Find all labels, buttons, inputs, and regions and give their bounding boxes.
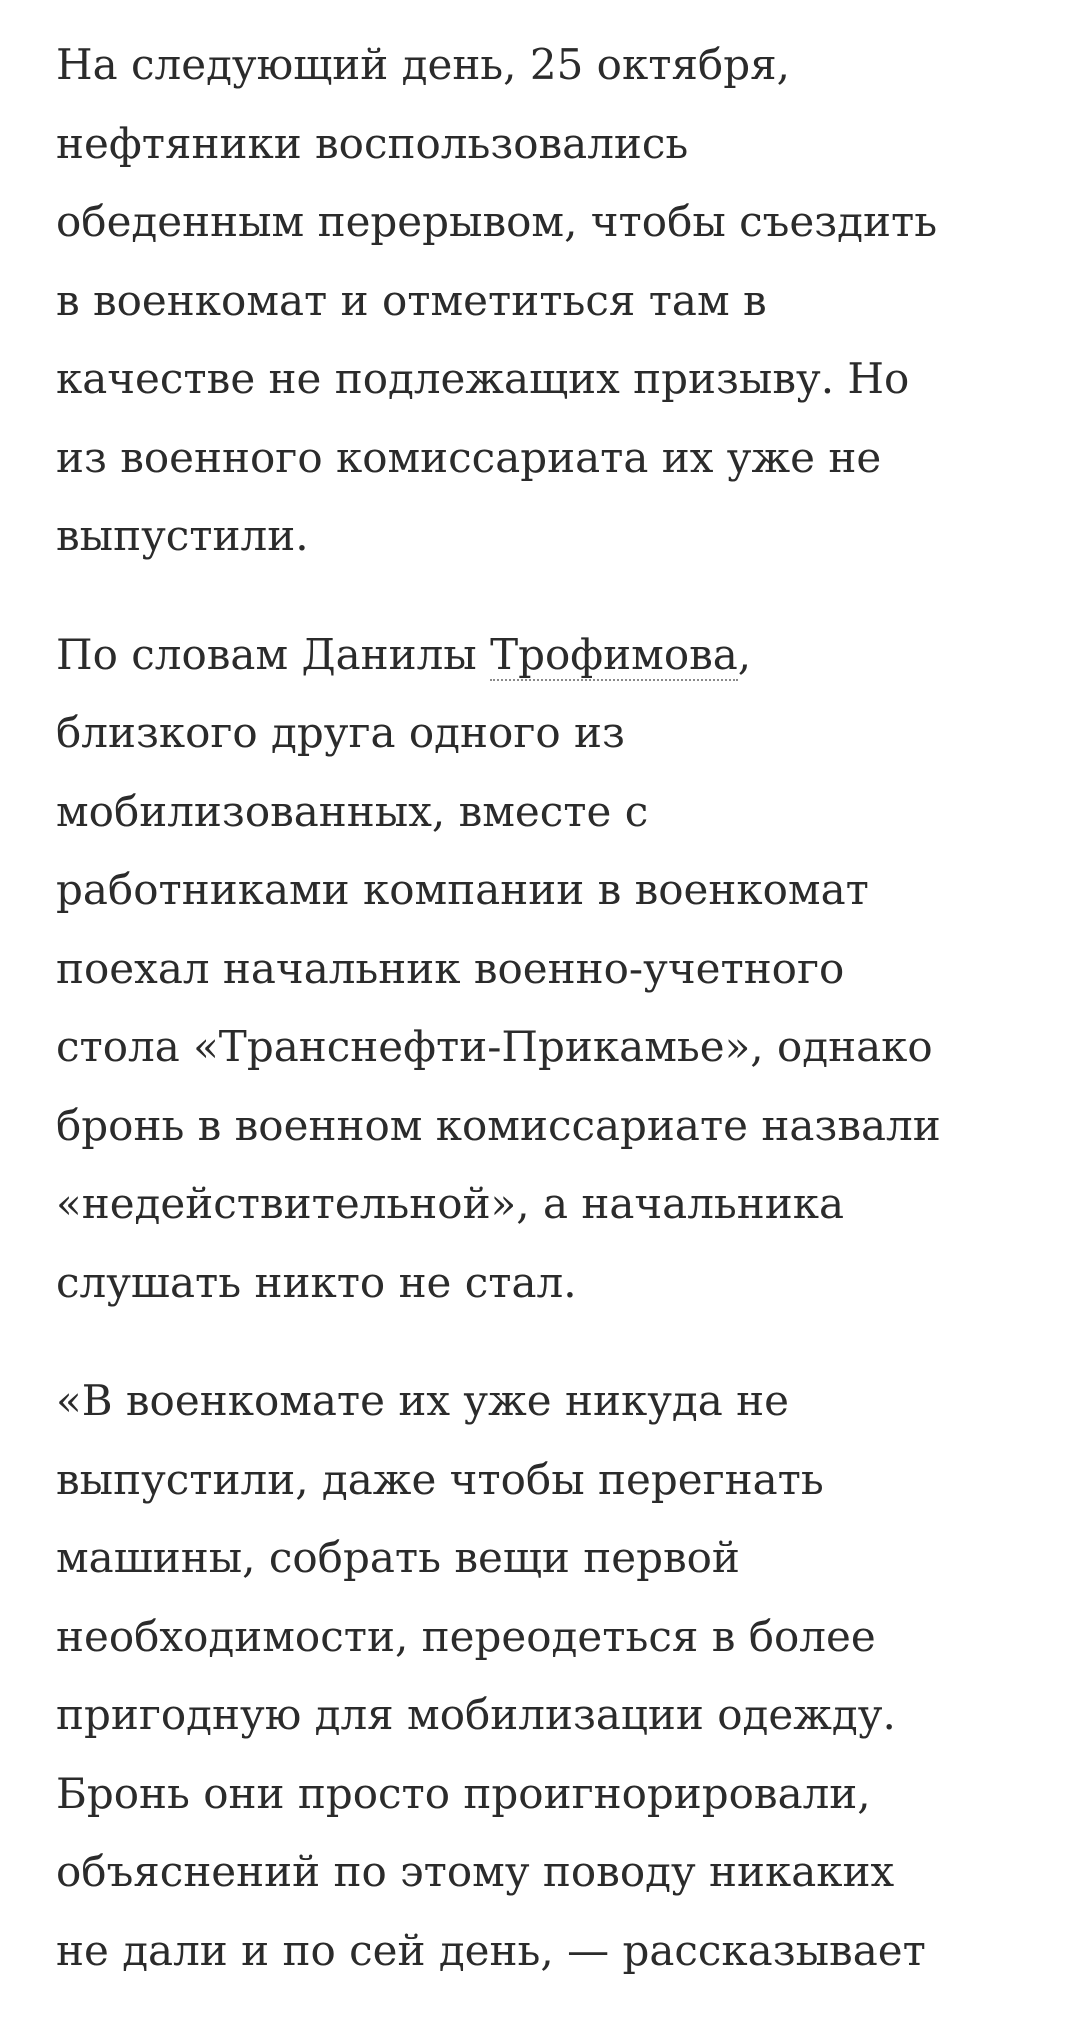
line-text: , <box>737 629 752 679</box>
paragraph-line: выпустили. <box>56 511 309 560</box>
paragraph-line: в военкомат и отметиться там в <box>56 275 767 325</box>
paragraph-line: «недействительной», а начальника <box>56 1179 845 1228</box>
paragraph-line: нефтяники воспользовались <box>56 118 689 168</box>
paragraph-line: работниками компании в военкомат <box>56 865 869 914</box>
paragraph-line: бронь в военном комиссариате назвали <box>56 1100 941 1150</box>
paragraph-line: необходимости, переодеться в более <box>56 1611 876 1661</box>
article-body <box>56 26 1026 2030</box>
paragraph-line: из военного комиссариата их уже не <box>56 432 882 482</box>
paragraph-line: Бронь они просто проигнорировали, <box>56 1768 871 1818</box>
paragraph-line: качестве не подлежащих призыву. Но <box>56 354 910 403</box>
paragraph-line: объяснений по этому поводу никаких <box>56 1847 895 1896</box>
paragraph-line: На следующий день, 25 октября, <box>56 40 790 89</box>
paragraph-line: близкого друга одного из <box>56 708 625 757</box>
paragraph-line: машины, собрать вещи первой <box>56 1533 740 1582</box>
paragraph-line: выпустили, даже чтобы перегнать <box>56 1454 824 1504</box>
paragraph-line: поехал начальник военно-учетного <box>56 943 845 993</box>
paragraph-line: не дали и по сей день, — рассказывает <box>56 1925 926 1975</box>
paragraph-line: слушать никто не стал. <box>56 1257 577 1307</box>
paragraph-line: обеденным перерывом, чтобы съездить <box>56 197 938 246</box>
paragraph-line: пригодную для мобилизации одежду. <box>56 1690 896 1739</box>
paragraph-line: «В военкомате их уже никуда не <box>56 1376 790 1425</box>
paragraph-3-quote <box>56 1362 1026 1990</box>
paragraph-1 <box>56 26 1026 576</box>
trofimov-link[interactable]: Трофимова <box>490 629 738 679</box>
paragraph-line <box>56 616 1026 695</box>
paragraph-2 <box>56 616 1026 1323</box>
paragraph-line: стола «Транснефти-Прикамье», однако <box>56 1022 933 1071</box>
line-text: По словам Данилы <box>56 629 491 679</box>
paragraph-line: мобилизованных, вместе с <box>56 786 649 836</box>
